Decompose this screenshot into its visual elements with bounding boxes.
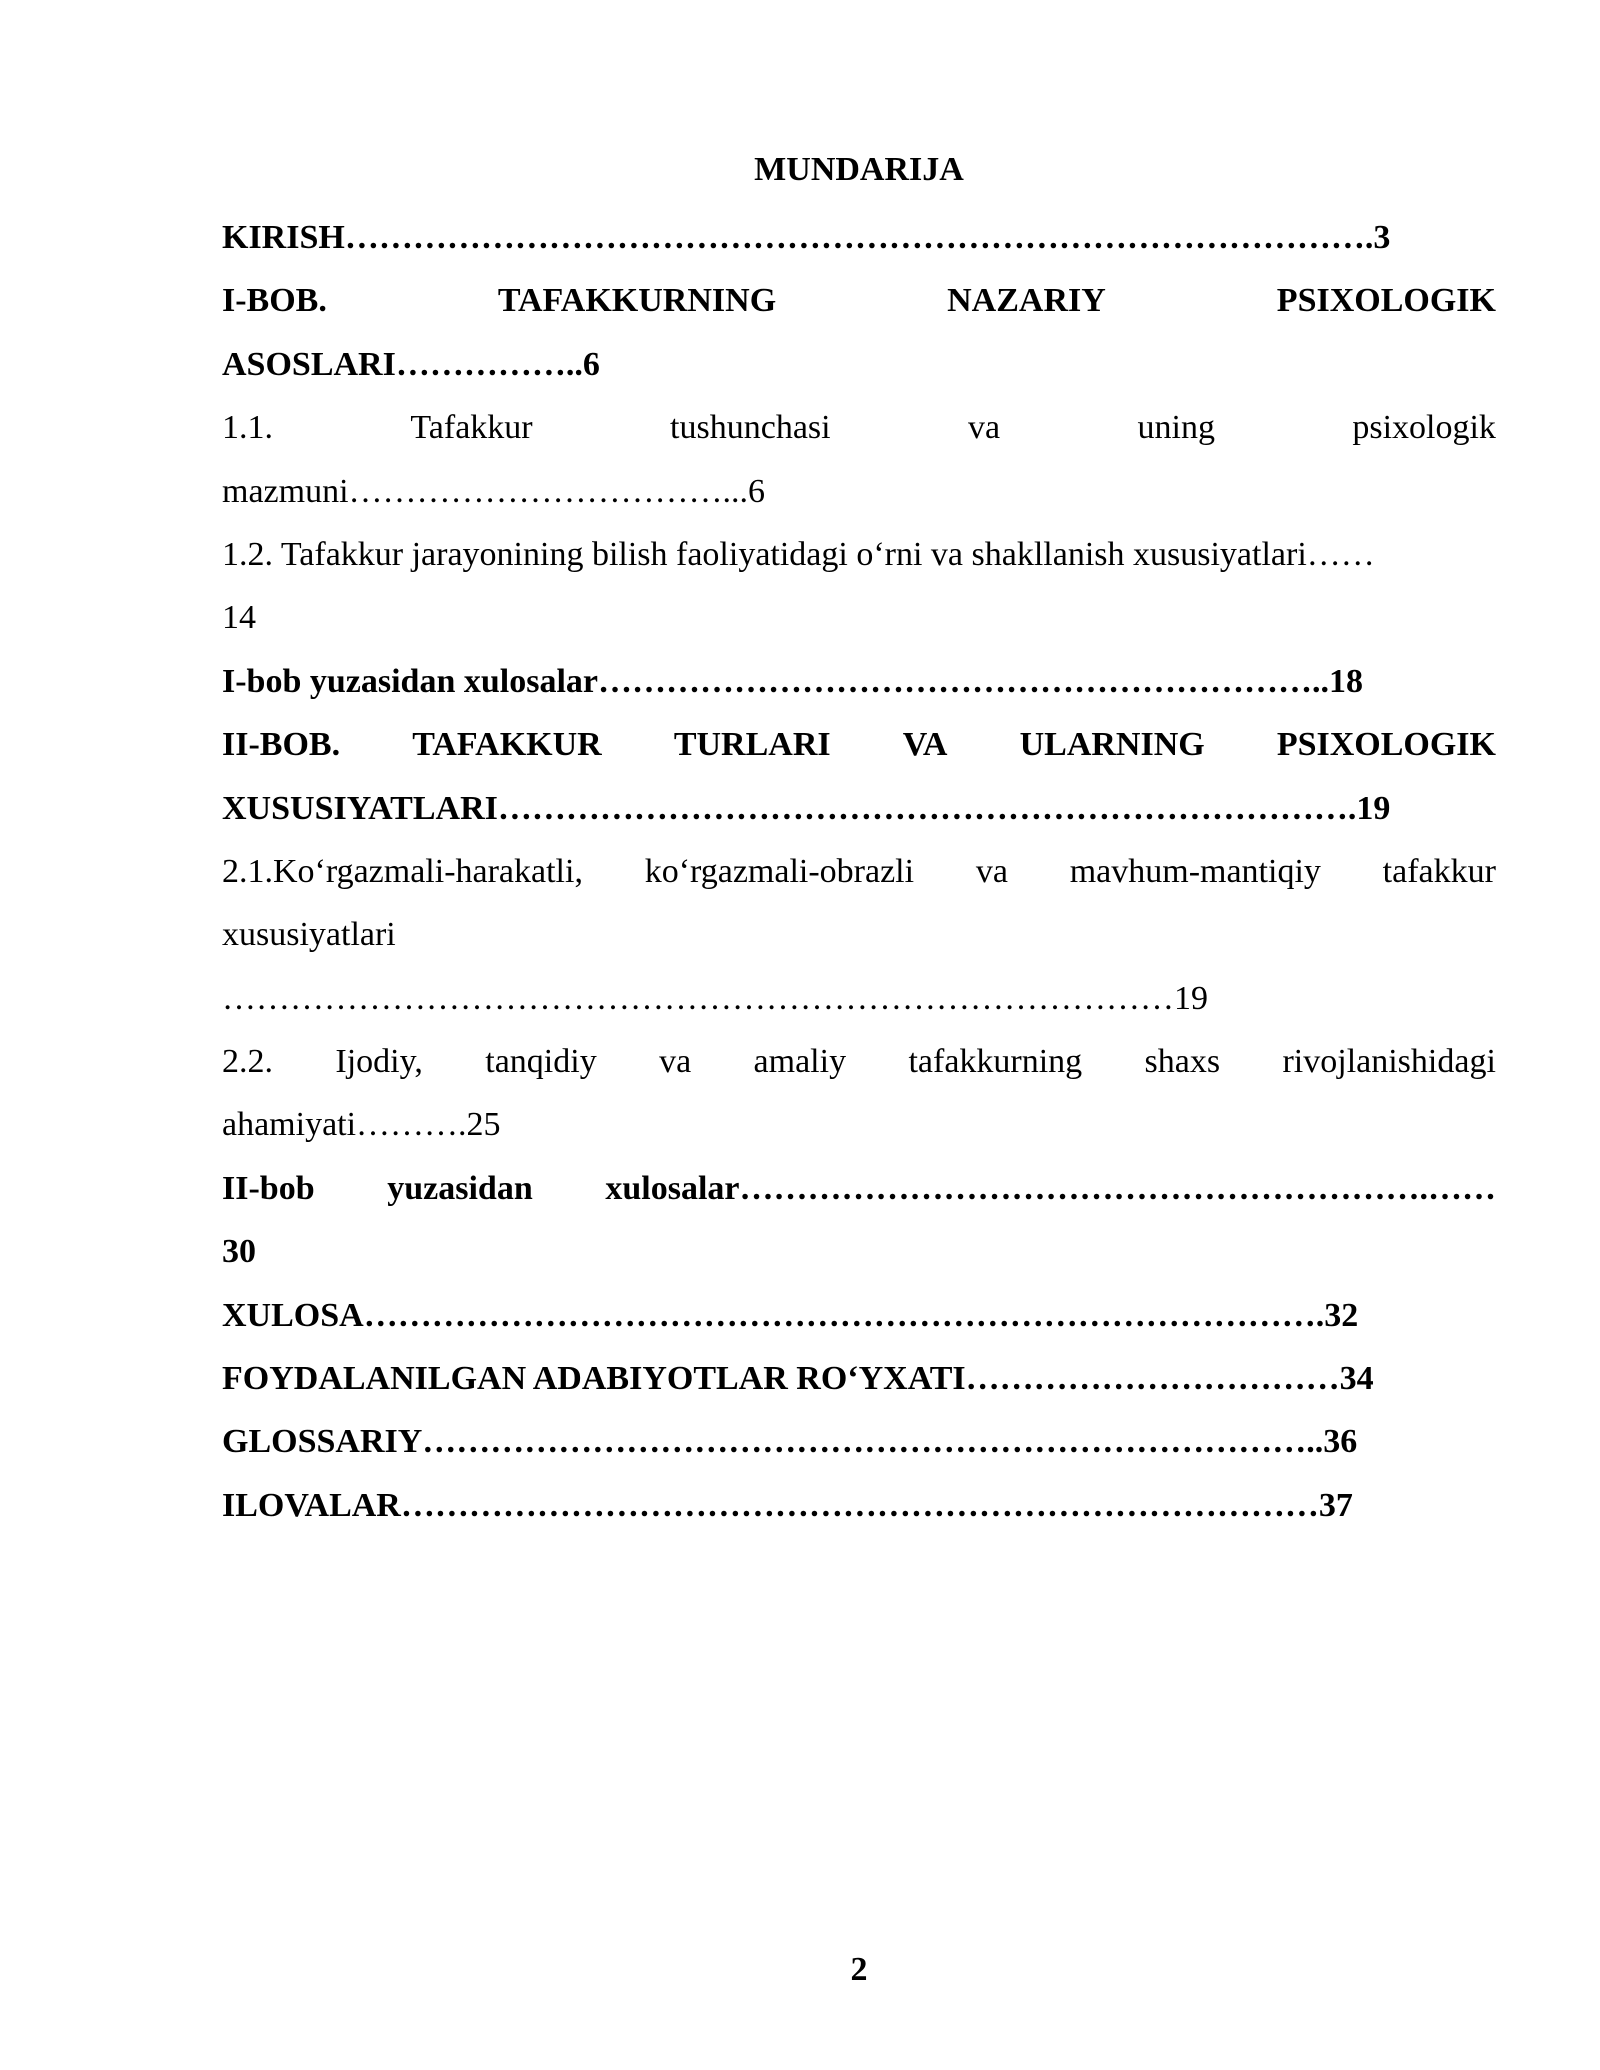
toc-word: NAZARIY bbox=[947, 282, 1106, 320]
toc-word: mavhum-mantiqiy bbox=[1069, 852, 1321, 890]
toc-line: GLOSSARIY……………………………………………………………………..36 bbox=[222, 1423, 1358, 1461]
toc-line: …………………………………………………………………………19 bbox=[222, 979, 1208, 1017]
toc-word: psixologik bbox=[1352, 409, 1496, 447]
toc-line bbox=[222, 1157, 1496, 1220]
toc-line bbox=[222, 1030, 1496, 1093]
toc-word: rivojlanishidagi bbox=[1282, 1043, 1496, 1081]
toc-word: va bbox=[659, 1043, 692, 1081]
toc-word: 1.1. bbox=[222, 409, 273, 447]
page-number: 2 bbox=[850, 1951, 868, 1988]
toc-line: ahamiyati……….25 bbox=[222, 1106, 501, 1144]
toc-line bbox=[222, 396, 1496, 459]
toc-word: II-BOB. bbox=[222, 726, 341, 764]
toc-word: va bbox=[975, 852, 1008, 890]
toc-word: ko‘rgazmali-obrazli bbox=[644, 852, 915, 890]
toc-word: VA bbox=[902, 726, 948, 764]
toc-line bbox=[222, 269, 1496, 332]
toc-word: TAFAKKURNING bbox=[497, 282, 777, 320]
toc-word: II-bob bbox=[222, 1169, 315, 1207]
toc-word: uning bbox=[1137, 409, 1215, 447]
toc-word: TURLARI bbox=[673, 726, 831, 764]
toc-word: yuzasidan bbox=[387, 1169, 533, 1207]
toc-title: MUNDARIJA bbox=[754, 151, 964, 188]
toc-word: PSIXOLOGIK bbox=[1276, 282, 1496, 320]
table-of-contents bbox=[222, 206, 1496, 1537]
toc-word: shaxs bbox=[1144, 1043, 1221, 1081]
toc-word: TAFAKKUR bbox=[412, 726, 602, 764]
toc-line: FOYDALANILGAN ADABIYOTLAR RO‘YXATI……………………………34 bbox=[222, 1360, 1374, 1398]
toc-line: I-bob yuzasidan xulosalar………………………………………………………..18 bbox=[222, 662, 1363, 700]
toc-line bbox=[222, 713, 1496, 776]
toc-word: amaliy bbox=[753, 1043, 847, 1081]
toc-line: KIRISH……………………………………………………………………………….3 bbox=[222, 219, 1391, 256]
toc-line: XULOSA………………………………………………………………………….32 bbox=[222, 1296, 1359, 1334]
toc-word: 2.1.Ko‘rgazmali-harakatli, bbox=[222, 852, 583, 890]
toc-word: Tafakkur bbox=[410, 409, 533, 447]
toc-line: 30 bbox=[222, 1233, 256, 1271]
toc-word: I-BOB. bbox=[222, 282, 327, 320]
toc-word: tushunchasi bbox=[670, 409, 831, 447]
toc-line bbox=[222, 840, 1496, 903]
toc-word: ULARNING bbox=[1019, 726, 1205, 764]
toc-line: 14 bbox=[222, 599, 256, 637]
toc-word: 2.2. bbox=[222, 1043, 273, 1081]
toc-line: ILOVALAR………………………………………………………………………37 bbox=[222, 1486, 1353, 1524]
toc-word: xulosalar…………………………………………………….…… bbox=[605, 1169, 1496, 1207]
toc-line: 1.2. Tafakkur jarayonining bilish faoliyatidagi o‘rni va shakllanish xususiyatlari…… bbox=[222, 535, 1375, 573]
toc-line: ASOSLARI……………..6 bbox=[222, 345, 600, 383]
toc-word: PSIXOLOGIK bbox=[1276, 726, 1496, 764]
toc-word: Ijodiy, bbox=[335, 1043, 423, 1081]
toc-line: xususiyatlari bbox=[222, 916, 396, 954]
toc-line: XUSUSIYATLARI………………………………………………………………….19 bbox=[222, 789, 1391, 827]
toc-word: tafakkurning bbox=[908, 1043, 1083, 1081]
toc-word: tafakkur bbox=[1382, 852, 1496, 890]
toc-word: tanqidiy bbox=[485, 1043, 597, 1081]
toc-line: mazmuni……………………………...6 bbox=[222, 472, 766, 510]
toc-word: va bbox=[968, 409, 1001, 447]
